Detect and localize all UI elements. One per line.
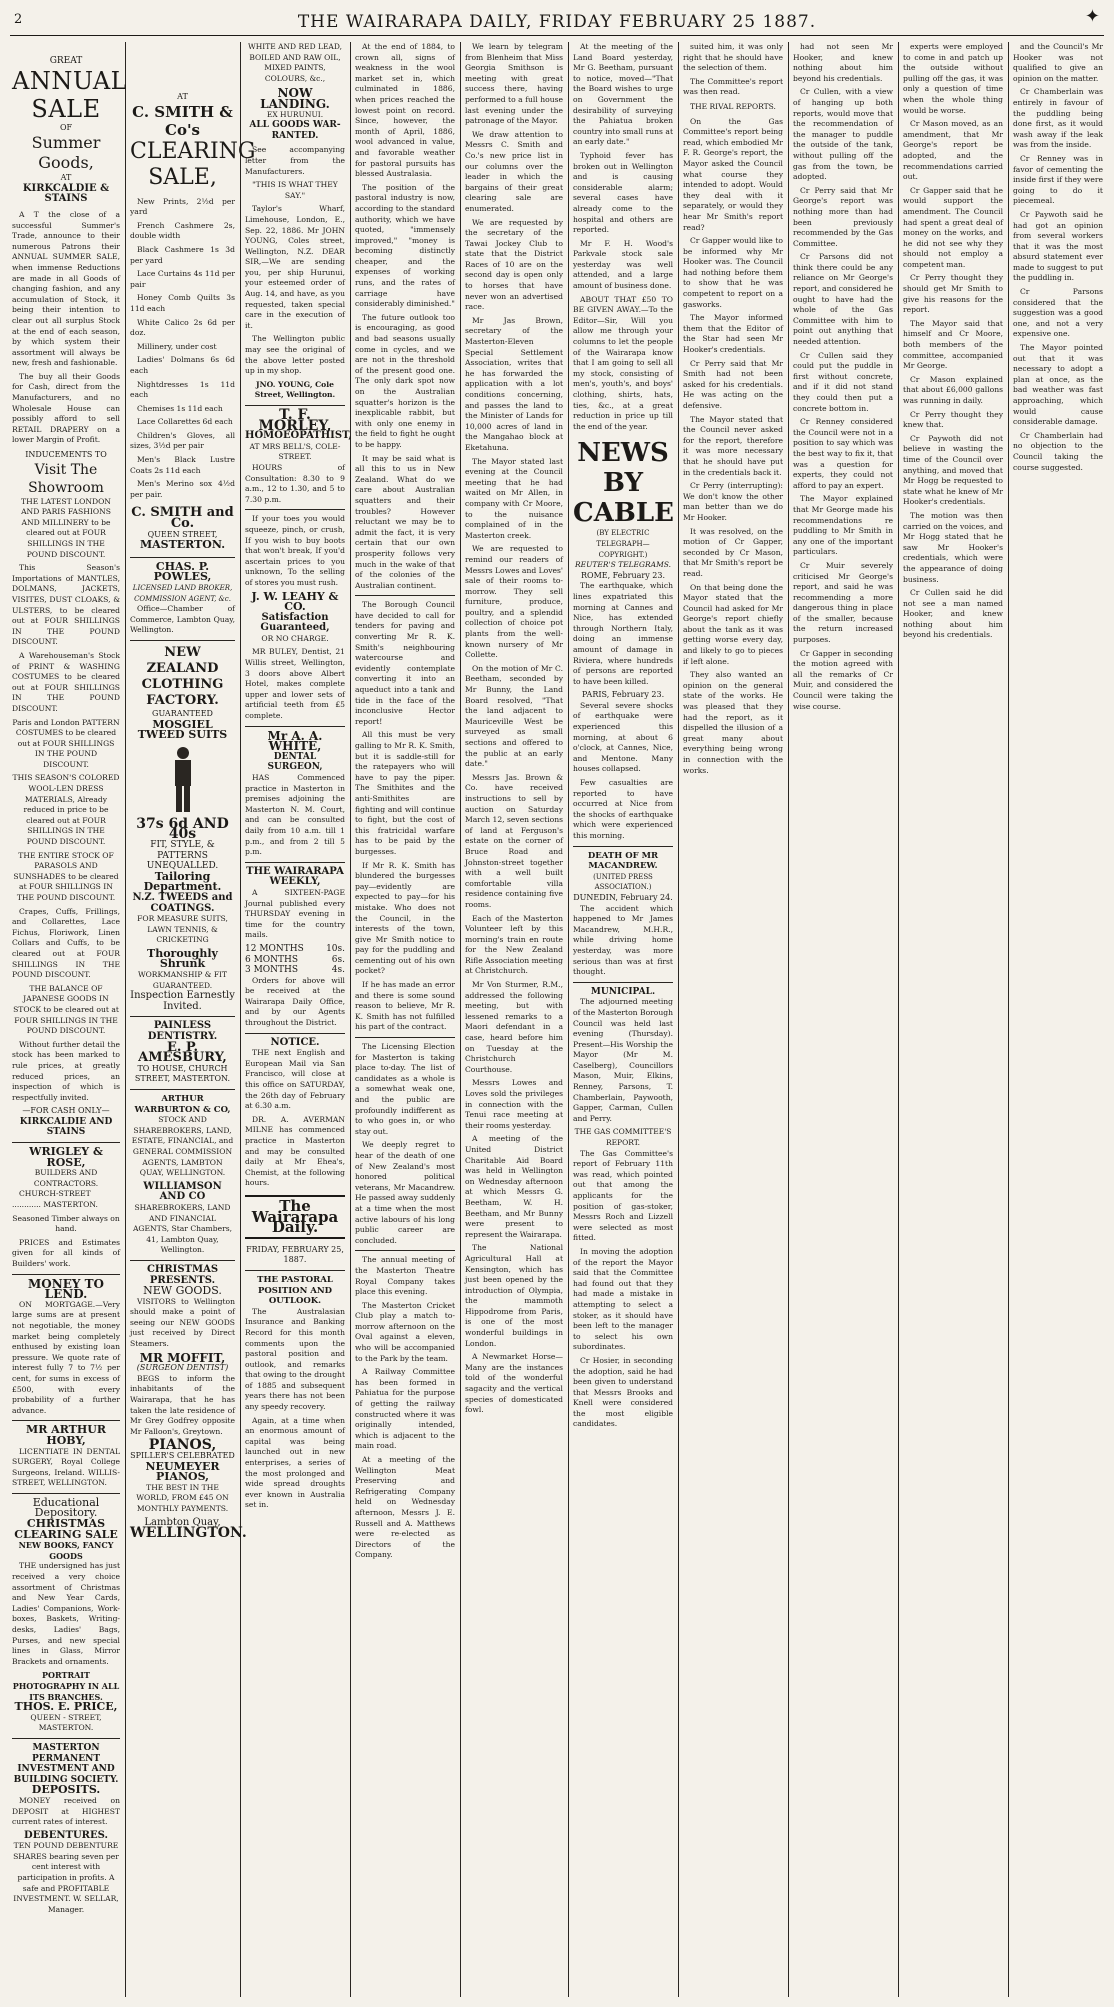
satisfaction: Satisfaction Guaranteed, (260, 611, 330, 634)
builders: BUILDERS AND CONTRACTORS. (33, 1168, 99, 1188)
list-item: Chemises 1s 11d each (137, 403, 223, 413)
building-society: MASTERTON PERMANENT INVESTMENT AND BUILDING SOCIETY. (13, 1742, 119, 1785)
united-press: (UNITED PRESS ASSOCIATION.) (593, 872, 653, 892)
masthead (0, 12, 1114, 34)
discount-line-1: Paris and London PATTERN COSTUMES to be cleared out at FOUR SHILLINGS IN THE POUND DISCOUNT. (12, 717, 120, 769)
masthead-title: THE WAIRARAPA DAILY, FRIDAY FEBRUARY 25 1887. (297, 12, 817, 32)
smith-name: C. SMITH & Co's (132, 102, 233, 139)
column-7: suited him, it was only right that he should have the selection of them. The Committee's report was then read. THE RIVAL REPORTS. On the Gas Committee's report being read, which embodied Mr F. R. George's report, the Mayor asked the Council what course they intended to adopt. Would they deal with it separately, or would they hear Mr Smith's report read? Cr Gapper would like to be informed why Mr Hooker was. The Council had nothing before them to show that he was competent to report on a gasworks. The Mayor informed them that the Editor of the Star had seen Mr Hooker's credentials. Cr Perry said that Mr Smith had not been asked for his credentials. He was acting on the defensive. The Mayor stated that the Council never asked for the report, therefore it was more necessary that he should have put in the credentials back it. Cr Perry (interrupting): We don't know the other man better than we do Mr Hooker. It was resolved, on the motion of Cr Gapper, seconded by Cr Mason, that Mr Smith's report be read. On that being done the Mayor stated that the Council had asked for Mr George's report chiefly about the tank as it was getting worse every day, and likely to go to pieces if left alone. They also wanted an opinion on the general state of the works. He was pleased that they had the report, as it dispelled the illusion of a great many about everything being wrong in connection with the works. (683, 42, 783, 775)
column-5: We learn by telegram from Blenheim that Miss Georgia Smithson is meeting with great success there, having performed to a full house last evening under the patronage of the Mayor. We draw attention to Messrs C. Smith and Co.'s new price list in our columns over the leader in which the bargains of their great clearing sale are enumerated. We are requested by the secretary of the Tawai Jockey Club to state that the District Races of 10 are on the second day is open only to horses that have never won an advertised race. Mr Jas Brown, secretary of the Masterton-Eleven Special Settlement Association, writes that he has forwarded the application with a lot conditions concerning, and passes the land to the Minister of Lands for 10,000 acres of land in the Mangahao block at Eketahuna. The Mayor stated last evening at the Council meeting that he had waited on Mr Allen, in company with Cr Moore, to the nuisance complained of in the Masterton creek. We are requested to remind our readers of Messrs Lowes and Loves' sale of their rooms to-morrow. They sell furniture, produce, poultry, and a splendid collection of choice pot plants from the well-known nursery of Mr Collette. On the motion of Mr C. Beetham, seconded by Mr Bunny, the Land Board resolved, "That the land adjacent to Mauriceville West be surveyed as small sections and offered to the public at an early date." Messrs Jas. Brown & Co. have received instructions to sell by auction on Saturday March 12, seven sections of land at Ferguson's estate on the corner of Bruce Road and Johnston-street together with a well built comfortable villa residence containing five rooms. Each of the Masterton Volunteer left by this morning's train en route for the New Zealand Rifle Association meeting at Christchurch. Mr Von Sturmer, R.M., addressed the following meeting, but with lessened remarks to a Maori defendant in a case, heard before him on Tuesday at the Christchurch Courthouse. Messrs Lowes and Loves sold the privileges in connection with the Tenui race meeting at their rooms yesterday. A meeting of the United District Charitable Aid Board was held in Wellington on Wednesday afternoon at which Messrs G. Beetham, W. H. Beetham, and Mr Bunny were present to represent the Wairarapa. The National Agricultural Hall at Kensington, which has just been opened by the introduction of Olympia, the mammoth Hippodrome from Paris, is one of the most wonderful buildings in London. A Newmarket Horse—Many are the instances told of the wonderful sagacity and the vertical species of domesticated fowl. (465, 42, 563, 1415)
column-rule (1008, 42, 1009, 1997)
williamson: WILLIAMSON AND CO (143, 1180, 222, 1203)
list-item: Millinery, under cost (137, 341, 217, 351)
fit-style: FIT, STYLE, & PATTERNS UNEQUALLED. (146, 839, 219, 872)
ad-at: AT (60, 173, 72, 183)
aa-white: Mr A. A. WHITE, (267, 728, 323, 754)
mosgiel-suits: MOSGIEL TWEED SUITS (137, 717, 228, 742)
ad-great: GREAT (49, 56, 83, 66)
powles: CHAS. P. POWLES, (153, 559, 212, 584)
pianos: PIANOS, (148, 1437, 217, 1454)
list-item: White Calico 2s 6d per doz. (130, 317, 235, 338)
rival-reports: THE RIVAL REPORTS. (690, 101, 776, 111)
spiller: SPILLER'S CELEBRATED (130, 1451, 235, 1460)
list-item: Black Cashmere 1s 3d per yard (130, 244, 235, 265)
visit-showroom: Visit The Showroom (28, 461, 104, 496)
price-row: 3 MONTHS 4s. (245, 965, 345, 976)
ad-summer-goods: Summer Goods, (31, 133, 101, 173)
painless-dentistry: PAINLESS DENTISTRY. (147, 1020, 218, 1043)
smith-sale: SALE, (148, 164, 217, 190)
column-2: AT C. SMITH & Co's CLEARING SALE, New Prints, 2½d per yard French Cashmere 2s, double width Black Cashmere 1s 3d per yard Lace Curtains 4s 11d per pair Honey Comb Quilts 3s 11d each White Calico 2s 6d per doz. Millinery, under cost Ladies' Dolmans 6s 6d each Nightdresses 1s 11d each Chemises 1s 11d each Lace Collarettes 6d each Children's Gloves, all sizes, 3½d per pair Men's Black Lustre Coats 2s 11d each Men's Merino sox 4½d per pair. C. SMITH and Co. QUEEN STREET, MASTERTON. CHAS. P. POWLES, LICENSED LAND BROKER, COMMISSION AGENT, &c. Office—Chamber of Commerce, Lambton Quay, Wellington. NEW ZEALAND CLOTHING FACTORY. GUARANTEED MOSGIEL TWEED SUITS 37s 6d AND 40s FIT, STYLE, & PATTERNS UNEQUALLED. Tailoring Department. N.Z. TWEEDS and COATINGS. FOR MEASURE SUITS, LAWN TENNIS, & CRICKETING Thoroughly Shrunk WORKMANSHIP & FIT GUARANTEED. Inspection Earnestly Invited. PAINLESS DENTISTRY. E. P. AMESBURY, TO HOUSE, CHURCH STREET, MASTERTON. ARTHUR WARBURTON & CO, STOCK AND SHAREBROKERS, LAND, ESTATE, FINANCIAL, and GENERAL COMMISSION AGENTS, LAMBTON QUAY, WELLINGTON. WILLIAMSON AND CO SHAREBROKERS, LAND AND FINANCIAL AGENTS, Star Chambers, 41, Lambton Quay, Wellington. CHRISTMAS PRESENTS. NEW GOODS. VISITORS to Wellington should make a point of seeing our NEW GOODS just received by Direct Steamers. MR MOFFIT, (SURGEON DENTIST) BEGS to inform the inhabitants of the Wairarapa, that he has taken the late residence of Mr Grey Godfrey opposite Mr Falloon's, Greytown. PIANOS, SPILLER'S CELEBRATED NEUMEYER PIANOS, THE BEST IN THE WORLD, FROM £45 ON MONTHLY PAYMENTS. Lambton Quay, WELLINGTON. (130, 92, 256, 1542)
nz-clothing-factory: NEW ZEALAND CLOTHING FACTORY. (141, 644, 224, 708)
all-goods-warranted: ALL GOODS WAR-RANTED. (249, 120, 341, 141)
column-rule (240, 42, 241, 1997)
ad-of: OF (59, 122, 73, 132)
for-cash: —FOR CASH ONLY— (22, 1106, 110, 1116)
ad-annual-sale: ANNUAL SALE (12, 66, 128, 123)
column-rule (350, 42, 351, 1997)
queen-street: QUEEN STREET, (147, 529, 218, 539)
money-to-lend: MONEY TO LEND. (28, 1276, 104, 1302)
death-macandrew: DEATH OF MR MACANDREW. (587, 850, 659, 872)
news-sub: (BY ELECTRIC TELEGRAPH—COPYRIGHT.) (596, 529, 650, 559)
price-row: 12 MONTHS 10s. (245, 943, 345, 954)
list-item: Children's Gloves, all sizes, 3½d per pair (130, 430, 235, 451)
daily-title: The Wairarapa Daily. (245, 1195, 345, 1239)
arthur-hoby: MR ARTHUR HOBY, (26, 1423, 106, 1447)
smith-item-list (130, 197, 235, 501)
page-number: 2 (14, 12, 24, 27)
list-item: Honey Comb Quilts 3s 11d each (130, 293, 235, 313)
list-item: French Cashmere 2s, double width (130, 220, 235, 241)
ink-mark-icon: ✦ (1084, 6, 1100, 27)
moffit: MR MOFFIT, (139, 1350, 226, 1365)
new-books: NEW BOOKS, FANCY GOODS (18, 1540, 114, 1561)
list-item: Lace Collarettes 6d each (137, 417, 233, 427)
column-10: and the Council's Mr Hooker was not qualified to give an opinion on the matter. Cr Chamberlain was entirely in favour of the puddling being done first, as it would wash away if the leak was from the inside. Cr Renney was in favor of cementing the inside first if they were going to do it piecemeal. Cr Paywoth said he had got an opinion from several workers that it was the most absurd statement ever made to suggest to put the puddling in. Cr Parsons considered that the suggestion was a good one, and not a very expensive one. The Mayor pointed out that it was necessary to adopt a plan at once, as the bad weather was fast approaching, which would cause considerable damage. Cr Chamberlain had no objection to the Council taking the course suggested. (1013, 42, 1103, 472)
mrs-bell: AT MRS BELL'S, COLE-STREET. (249, 441, 341, 462)
column-rule (788, 42, 789, 1997)
portrait-photography: PORTRAIT PHOTOGRAPHY IN ALL ITS BRANCHES. (12, 1670, 120, 1702)
column-6: At the meeting of the Land Board yesterday, Mr G. Beetham, pursuant to notice, moved—"That the Board wishes to urge on Government the desirability of surveying the Pahiatua broken country into small runs at an early date." Typhoid fever has broken out in Wellington and is causing considerable alarm; several cases have already come to the hospital and others are reported. Mr F. H. Wood's Parkvale stock sale yesterday was well attended, and a large amount of business done. ABOUT THAT £50 TO BE GIVEN AWAY.—To the Editor—Sir, Will you allow me through your columns to let the people of the Wairarapa know that I am going to sell all my stock, consisting of men's, youth's, and boys' clothing, shirts, hats, ties, &c., at a great reduction in price up till the end of the year. NEWS BY CABLE (BY ELECTRIC TELEGRAPH—COPYRIGHT.) REUTER'S TELEGRAMS. ROME, February 23. The earthquake, which lines expatriated this morning at Cannes and Nice, has extended through Northern Italy, doing an immense amount of damage in Riviera, where hundreds of persons are reported to have been killed. PARIS, February 23. Several severe shocks of earthquake were experienced this morning, at about 6 o'clock, at Cannes, Nice, and Mentone. Many houses collapsed. Few casualties are reported to have occurred at Nice from the shocks of earthquake which were experienced this morning. DEATH OF MR MACANDREW. (UNITED PRESS ASSOCIATION.) DUNEDIN, February 24. The accident which happened to Mr James Macandrew, M.H.R., while driving home yesterday, was more serious than was at first thought. MUNICIPAL. The adjourned meeting of the Masterton Borough Council was held last evening (Thursday). Present—His Worship the Mayor (Mr M. Caselberg), Councillors Mason, Muir, Elkins, Renney, Parsons, T. Chamberlain, Paywooth, Gapper, Carman, Cullen and Perry. THE GAS COMMITTEE'S REPORT. The Gas Committee's report of February 11th was read, which pointed out that among the applicants for the position of gas-stoker, Messrs Roch and Lizzell were selected as most fitted. In moving the adoption of the report the Mayor said that the Committee had found out that they had made a mistake in attempting to select a stoker, as it should have been left to the manager to select his own subordinates. Cr Hosier, in seconding the adoption, said he had been given to understand that Messrs Brooks and Knell were considered the most eligible candidates. (573, 42, 674, 1429)
leahy: J. W. LEAHY & CO. (251, 589, 339, 614)
homoeopathist: HOMOEOPATHIST, (245, 430, 352, 442)
column-rule (678, 42, 679, 1997)
firm-name-footer: KIRKCALDIE AND STAINS (19, 1116, 113, 1138)
smith-footer: C. SMITH and Co. (131, 505, 234, 532)
column-rule (460, 42, 461, 1997)
gas-committee: THE GAS COMMITTEE'S REPORT. (574, 1127, 672, 1148)
dental-surgeon: DENTAL SURGEON, (267, 751, 323, 773)
column-rule (125, 42, 126, 1997)
paint-line-3: MIXED PAINTS, COLOURS, &c., (264, 63, 326, 83)
column-1: GREAT ANNUAL SALE OF Summer Goods, AT KIRKCALDIE & STAINS A T the close of a successful Summer's Trade, announce to their numerous Patrons their ANNUAL SUMMER SALE, when immense Reductions are made in all Goods of changing fashion, and any accumulation of Stock, it being their intention to clear out all surplus Stock at the end of each season, by which system their assortment will always be new, fresh and fashionable. The buy all their Goods for Cash, direct from the Manufacturers, and no Wholesale House can possibly afford to sell RETAIL DRAPERY on a lower Margin of Profit. INDUCEMENTS TO Visit The Showroom THE LATEST LONDON AND PARIS FASHIONS AND MILLINERY to be cleared out at FOUR SHILLINGS IN THE POUND DISCOUNT. This Season's Importations of MANTLES, DOLMANS, JACKETS, VISITES, DUST CLOAKS, & ULSTERS, to be cleared out at FOUR SHILLINGS IN THE POUND DISCOUNT. A Warehouseman's Stock of PRINT & WASHING COSTUMES to be cleared out at FOUR SHILLINGS IN THE POUND DISCOUNT. Paris and London PATTERN COSTUMES to be cleared out at FOUR SHILLINGS IN THE POUND DISCOUNT. THIS SEASON'S COLORED WOOL-LEN DRESS MATERIALS, Already reduced in price to be cleared out at FOUR SHILLINGS IN THE POUND DISCOUNT. THE ENTIRE STOCK OF PARASOLS AND SUNSHADES to be cleared at FOUR SHILLINGS IN THE POUND DISCOUNT. Crapes, Cuffs, Frillings, and Collarettes, Lace Fichus, Floriwork, Linen Collars and Cuffs, to be cleared out at FOUR SHILLINGS IN THE POUND DISCOUNT. THE BALANCE OF JAPANESE GOODS IN STOCK to be cleared out at FOUR SHILLINGS IN THE POUND DISCOUNT. Without further detail the stock has been marked to rule prices, at greatly reduced prices, an inspection of which is respectfully invited. —FOR CASH ONLY— KIRKCALDIE AND STAINS WRIGLEY & ROSE, BUILDERS AND CONTRACTORS. CHURCH-STREET ............ MASTERTON. Seasoned Timber always on hand. PRICES and Estimates given for all kinds of Builders' work. MONEY TO LEND. ON MORTGAGE.—Very large sums are at present not negotiable, the money market being completely enthused by existing loan pressure. We quote rate of interest fully 7 to 7½ per cent, for sums in excess of £500, with every probability of a further advance. MR ARTHUR HOBY, LICENTIATE IN DENTAL SURGERY, Royal College Surgeons, Ireland. WILLIS-STREET, WELLINGTON. Educational Depository. CHRISTMAS CLEARING SALE NEW BOOKS, FANCY GOODS THE undersigned has just received a very choice assortment of Christmas and New Year Cards, Ladies' Companions, Work-boxes, Baskets, Writing-desks, Ladies' Bags, Purses, and new special lines in Glass, Mirror Brackets and ornaments. PORTRAIT PHOTOGRAPHY IN ALL ITS BRANCHES. THOS. E. PRICE, QUEEN - STREET, MASTERTON. MASTERTON PERMANENT INVESTMENT AND BUILDING SOCIETY. DEPOSITS. MONEY received on DEPOSIT at HIGHEST current rates of interest. DEBENTURES. TEN POUND DEBENTURE SHARES bearing seven per cent interest with participation in profits. A safe and PROFITABLE INVESTMENT. W. SELLAR, Manager. (12, 56, 128, 1914)
wrigley-rose: WRIGLEY & ROSE, (29, 1145, 103, 1169)
morley: T. F. MORLEY, (258, 407, 332, 434)
wellington: WELLINGTON. (130, 1525, 247, 1542)
notice: NOTICE. (270, 1036, 320, 1048)
discount-line-3: THE ENTIRE STOCK OF PARASOLS AND SUNSHADES to be cleared at FOUR SHILLINGS IN THE POUND DISCOUNT. (13, 850, 119, 902)
list-item: Men's Merino sox 4½d per pair. (130, 479, 235, 499)
municipal: MUNICIPAL. (590, 986, 656, 997)
list-item: New Prints, 2½d per yard (130, 196, 235, 217)
smith-at: AT (177, 92, 188, 101)
paint-line-2: BOILED AND RAW OIL, (249, 52, 341, 62)
masterton: MASTERTON. (139, 538, 226, 552)
deposits: DEPOSITS. (31, 1783, 101, 1797)
discount-line-2: THIS SEASON'S COLORED WOOL-LEN DRESS MATERIALS, Already reduced in price to be cleared out at FOUR SHILLINGS IN THE POUND DISCOUNT. (12, 773, 120, 847)
list-item: Nightdresses 1s 11d each (130, 379, 235, 400)
christmas-presents: CHRISTMAS PRESENTS. (146, 1263, 219, 1286)
dunedin-date: DUNEDIN, February 24. (573, 892, 673, 902)
discount-line-4: THE BALANCE OF JAPANESE GOODS IN STOCK to be cleared out at FOUR SHILLINGS IN THE POUND DISCOUNT. (13, 983, 119, 1036)
lambton-quay: Lambton Quay, (144, 1516, 221, 1528)
powles-sub: LICENSED LAND BROKER, COMMISSION AGENT, &c. (132, 584, 233, 603)
christmas-clearing-sale: CHRISTMAS CLEARING SALE (14, 1517, 118, 1541)
ex-hurunui: EX HURUNUI. (266, 109, 324, 119)
column-rule (568, 42, 569, 1997)
surgeon-dentist: (SURGEON DENTIST) (136, 1363, 229, 1373)
thoroughly-shrunk: Thoroughly Shrunk (147, 946, 218, 971)
debentures: DEBENTURES. (24, 1829, 108, 1841)
now-landing: NOW LANDING. (260, 86, 330, 111)
price-row: 6 MONTHS 6s. (245, 954, 345, 965)
thos-price: THOS. E. PRICE, (14, 1700, 118, 1714)
amesbury-address: TO HOUSE, CHURCH STREET, MASTERTON. (134, 1063, 231, 1084)
rome-date: ROME, February 23. (580, 570, 666, 580)
column-rule (898, 42, 899, 1997)
tailoring-dept: Tailoring Department. (143, 869, 222, 894)
inspection: Inspection Earnestly Invited. (130, 990, 235, 1012)
workmanship: WORKMANSHIP & FIT GUARANTEED. (137, 970, 228, 990)
leader-title: THE PASTORAL POSITION AND OUTLOOK. (257, 1274, 333, 1307)
warburton: ARTHUR WARBURTON & CO, (134, 1094, 231, 1115)
paris-date: PARIS, February 23. (581, 690, 665, 700)
sale-text: A T the close of a successful Summer's Trade, announce to their numerous Patrons their ANNUAL SUMMER SALE, when immense Reductions are made in all Goods of changing fashion, and any accumulation of Stock, it being their intention to clear out all surplus Stock at the end of each season, by which system their assortment will always be new, fresh and fashionable. (12, 209, 120, 368)
masthead-rule (10, 35, 1104, 36)
list-item: Ladies' Dolmans 6s 6d each (130, 355, 235, 375)
suit-prices: 37s 6d AND 40s (136, 815, 229, 843)
smith-clearing: CLEARING (130, 138, 256, 164)
nz-tweeds: N.Z. TWEEDS and COATINGS. (132, 891, 233, 914)
amesbury: E. P. AMESBURY, (138, 1039, 227, 1066)
man-figure-icon (163, 745, 203, 815)
column-3: WHITE AND RED LEAD, BOILED AND RAW OIL, MIXED PAINTS, COLOURS, &c., NOW LANDING. EX HURUNUI. ALL GOODS WAR-RANTED. See accompanying letter from the Manufacturers. "THIS IS WHAT THEY SAY." Taylor's Wharf, Limehouse, London, E., Sep. 22, 1886. Mr JOHN YOUNG, Coles street, Wellington, N.Z. DEAR SIR,—We are sending you, per ship Hurunui, your esteemed order of Aug. 14, and have, as you requested, taken special care in the execution of it. The Wellington public may see the original of the above letter posted up in my shop. JNO. YOUNG, Cole Street, Wellington. T. F. MORLEY, HOMOEOPATHIST, AT MRS BELL'S, COLE-STREET. HOURS of Consultation: 8.30 to 9 a.m., 12 to 1.30, and 5 to 7.30 p.m. If your toes you would squeeze, pinch, or crush, If you wish to buy boots that won't break, If you'd ascertain prices to you unknown, To the selling of stores you must rush. J. W. LEAHY & CO. Satisfaction Guaranteed, OR NO CHARGE. MR BULEY, Dentist, 21 Willis street, Wellington, 3 doors above Albert Hotel, makes complete upper and lower sets of artificial teeth from £5 complete. Mr A. A. WHITE, DENTAL SURGEON, HAS Commenced practice in Masterton in premises adjoining the Masterton N. M. Court, and can be consulted daily from 10 a.m. till 1 p.m., and from 2 till 5 p.m. THE WAIRARAPA WEEKLY, A SIXTEEN-PAGE Journal published every THURSDAY evening in time for the country mails. 12 MONTHS 10s. 6 MONTHS 6s. 3 MONTHS 4s. Orders for above will be received at the Wairarapa Daily Office, and by our Agents throughout the District. NOTICE. THE next English and European Mail via San Francisco, will close at this office on SATURDAY, the 26th day of February at 6.30 a.m. DR. A. AVERMAN MILNE has commenced practice in Masterton and may be consulted daily at Mr Ehea's, Chemist, at the following hours. The Wairarapa Daily. FRIDAY, FEBRUARY 25, 1887. THE PASTORAL POSITION AND OUTLOOK. The Australasian Insurance and Banking Record for this month comments upon the pastoral position and outlook, and remarks that owing to the drought of 1885 and subsequent years there has not been any speedy recovery. Again, at a time when an enormous amount of capital was being launched out in new enterprises, a series of the most prolonged and wide spread droughts ever known in Australia set in. (245, 42, 352, 1510)
paint-line-1: WHITE AND RED LEAD, (248, 42, 342, 51)
ad-firm-name: KIRKCALDIE & STAINS (22, 182, 110, 205)
reuters: REUTER'S TELEGRAMS. (574, 560, 672, 570)
neumeyer: NEUMEYER PIANOS, (145, 1459, 220, 1484)
column-8: had not seen Mr Hooker, and knew nothing about him beyond his credentials. Cr Cullen, with a view of hanging up both reports, would move that the recommendation of the manager to puddle the outside of the tank, without pulling off the gas from the town, be adopted. Cr Perry said that Mr George's report was nothing more than had been previously recommended by the Gas Committee. Cr Parsons did not think there could be any reliance on Mr George's report, and considered he ought to have had the whole of the Gas Committee with him to point out anything that needed attention. Cr Cullen said they could put the puddle in first without concrete, and if it did not stand they could then put a concrete bottom in. Cr Renney considered the Council were not in a position to say which was the best way to fix it, that was a question for experts, they could not afford to pay an expert. The Mayor explained that Mr George made his recommendations re puddling to Mr Smith in any one of the important particulars. Cr Muir severely criticised Mr George's report, and said he was recommending a more dangerous thing in place of the smaller, because the return increased purposes. Cr Gapper in seconding the motion agreed with all the remarks of Cr Muir, and considered the Council were taking the wise course. (793, 42, 893, 711)
list-item: Lace Curtains 4s 11d per pair (130, 269, 235, 289)
column-4: At the end of 1884, to crown all, signs of weakness in the wool market set in, which culminated in 1886, when prices reached the lowest point on record. Since, however, the month of April, 1886, wool advanced in value, and favorable weather for pastoral pursuits has blessed Australasia. The position of the pastoral industry is now, according to the standard authority, which we have quoted, "immensely improved," "money is becoming distinctly cheaper, and the expenses of working runs, and the rates of carriage have considerably diminished." The future outlook too is encouraging, as good and bad seasons usually come in cycles, and we are not in the threshold of the present good one. The only dark spot now on the Australian squatter's horizon is the inexplicable rabbit, but with only one enemy in the field to fight he ought to be happy. It may be said what is all this to us in New Zealand. What do we care about Australian squatters and their troubles? However reluctant we may be to admit the fact, it is very certain that our own prosperity follows very much in the wake of that of the colonies of the Australian continent. The Borough Council have decided to call for tenders for paving and converting Mr R. K. Smith's neighbouring watercourse and evidently contemplate converting it into an aqueduct into a tank and tide in the face of the inconclusive Hector report! All this must be very galling to Mr R. K. Smith, but it is saddle-still for the ratepayers who will have to pay the piper. The Smithites and the anti-Smithites are fighting and will continue to fight, but the cost of this fratricidal warfare has to be paid by the burgesses. If Mr R. K. Smith has blundered the burgesses pay—evidently are expected to pay—for his mistake. Who does not the Council, in the interests of the town, give Mr Smith notice to pay for the puddling and cementing out of his own pocket? If he has made an error and there is some sound reason to believe, Mr R. K. Smith has not fulfilled his part of the contract. The Licensing Election for Masterton is taking place to-day. The list of candidates as a whole is a somewhat weak one, and the public are profoundly indifferent as to who goes in, or who stay out. We deeply regret to hear of the death of one of New Zealand's most honored political veterans, Mr Macandrew. He passed away suddenly at a time when the most active labours of his long public career are concluded. The annual meeting of the Masterton Theatre Royal Company takes place this evening. The Masterton Cricket Club play a match to-morrow afternoon on the Oval against a eleven, who will be accompanied to the Park by the team. A Railway Committee has been formed in Pahiatua for the purpose of getting the railway constructed where it was originally intended, which is adjacent to the main road. At a meeting of the Wellington Meat Preserving and Refrigerating Company held on Wednesday afternoon, Messrs J. E. Russell and A. Matthews were re-elected as Directors of the Company. (355, 42, 455, 1560)
guaranteed: GUARANTEED (152, 708, 213, 718)
date-line: FRIDAY, FEBRUARY 25, 1887. (246, 1244, 344, 1265)
educational-depository: Educational Depository. (32, 1495, 100, 1520)
news-by-cable: NEWS BY CABLE (573, 438, 674, 529)
new-goods: NEW GOODS. (143, 1284, 222, 1298)
list-item: Men's Black Lustre Coats 2s 11d each (130, 455, 235, 475)
wairarapa-weekly: THE WAIRARAPA WEEKLY, (246, 865, 344, 888)
column-9: experts were employed to come in and patch up the outside without pulling off the gas, it was only a question of time when the whole thing would be worse. Cr Mason moved, as an amendment, that Mr George's report be adopted, and the recommendations carried out. Cr Gapper said that he would support the amendment. The Council had spent a great deal of money on the works, and he did not see why they should not employ a competent man. Cr Perry thought they should get Mr Smith to give his reasons for the report. The Mayor said that himself and Cr Moore, both members of the committee, accompanied Mr George. Cr Mason explained that about £6,000 gallons was running in daily. Cr Perry thought they knew that. Cr Paywoth did not believe in wasting the time of the Council over anything, and moved that Mr Hogg be requested to state what he knew of Mr Hooker's credentials. The motion was then carried on the voices, and Mr Hogg stated that he saw Mr Hooker's credentials, which were the appearance of doing business. Cr Cullen said he did not see a man named Hooker, and knew nothing about him beyond his credentials. (903, 42, 1004, 640)
showroom-text: THE LATEST LONDON AND PARIS FASHIONS AND MILLINERY to be cleared out at FOUR SHILLINGS IN THE POUND DISCOUNT. (21, 496, 111, 559)
